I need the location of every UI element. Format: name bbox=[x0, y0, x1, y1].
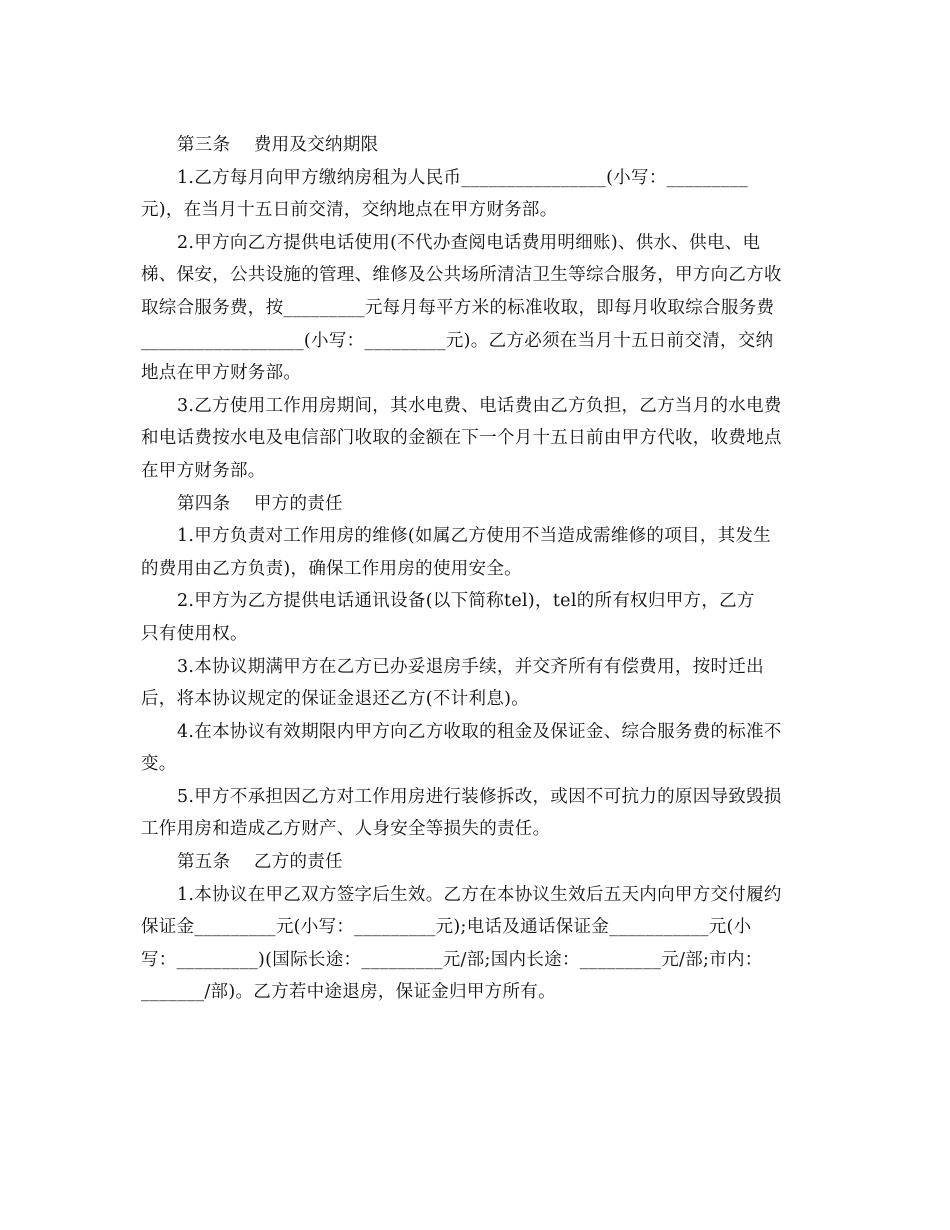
paragraph-first-line: 2.甲方向乙方提供电话使用(不代办查阅电话费用明细账)、供水、供电、电 bbox=[177, 232, 761, 253]
paragraph-first-line: 1.甲方负责对工作用房的维修(如属乙方使用不当造成需维修的项目，其发生 bbox=[177, 526, 772, 547]
paragraph-first-line: 第四条 甲方的责任 bbox=[177, 493, 343, 514]
paragraph-line: _______/部)。乙方若中途退房，保证金归甲方所有。 bbox=[141, 982, 556, 1003]
paragraph-line: 元)，在当月十五日前交清，交纳地点在甲方财务部。 bbox=[141, 200, 558, 221]
paragraph-first-line: 4.在本协议有效期限内甲方向乙方收取的租金及保证金、综合服务费的标准不 bbox=[177, 721, 782, 742]
paragraph-line: 变。 bbox=[141, 754, 177, 775]
paragraph-line: 在甲方财务部。 bbox=[141, 460, 266, 481]
paragraph-first-line: 3.本协议期满甲方在乙方已办妥退房手续，并交齐所有有偿费用，按时迁出 bbox=[177, 656, 764, 677]
paragraph-line: 保证金_________元(小写：_________元);电话及通话保证金___________元(小 bbox=[141, 917, 752, 938]
paragraph-line: 取综合服务费，按_________元每月每平方米的标准收取，即每月收取综合服务费 bbox=[141, 297, 775, 318]
document-body bbox=[141, 129, 813, 1009]
paragraph-line: 写：_________)(国际长途：_________元/部;国内长途：_________元/部;市内： bbox=[141, 949, 763, 970]
paragraph-first-line: 2.甲方为乙方提供电话通讯设备(以下简称tel)，tel的所有权归甲方，乙方 bbox=[177, 591, 755, 612]
paragraph-line: 梯、保安，公共设施的管理、维修及公共场所清洁卫生等综合服务，甲方向乙方收 bbox=[141, 265, 782, 286]
paragraph-first-line: 1.本协议在甲乙双方签字后生效。乙方在本协议生效后五天内向甲方交付履约 bbox=[177, 884, 782, 905]
paragraph-line: 后，将本协议规定的保证金退还乙方(不计利息)。 bbox=[141, 689, 530, 710]
paragraph-line: __________________(小写：_________元)。乙方必须在当月十五日前交清，交纳 bbox=[141, 330, 774, 351]
paragraph-line: 的费用由乙方负责)，确保工作用房的使用安全。 bbox=[141, 558, 522, 579]
paragraph-line: 只有使用权。 bbox=[141, 623, 248, 644]
paragraph-first-line: 3.乙方使用工作用房期间，其水电费、电话费由乙方负担，乙方当月的水电费 bbox=[177, 395, 782, 416]
paragraph-first-line: 第三条 费用及交纳期限 bbox=[177, 135, 379, 155]
paragraph-line: 和电话费按水电及电信部门收取的金额在下一个月十五日前由甲方代收，收费地点 bbox=[141, 428, 782, 449]
paragraph-line: 地点在甲方财务部。 bbox=[141, 363, 302, 384]
paragraph-first-line: 1.乙方每月向甲方缴纳房租为人民币________________(小写：_________ bbox=[177, 167, 749, 188]
paragraph-first-line: 第五条 乙方的责任 bbox=[177, 852, 343, 873]
paragraph-line: 工作用房和造成乙方财产、人身安全等损失的责任。 bbox=[141, 819, 551, 840]
paragraph-first-line: 5.甲方不承担因乙方对工作用房进行装修拆改，或因不可抗力的原因导致毁损 bbox=[177, 786, 782, 807]
